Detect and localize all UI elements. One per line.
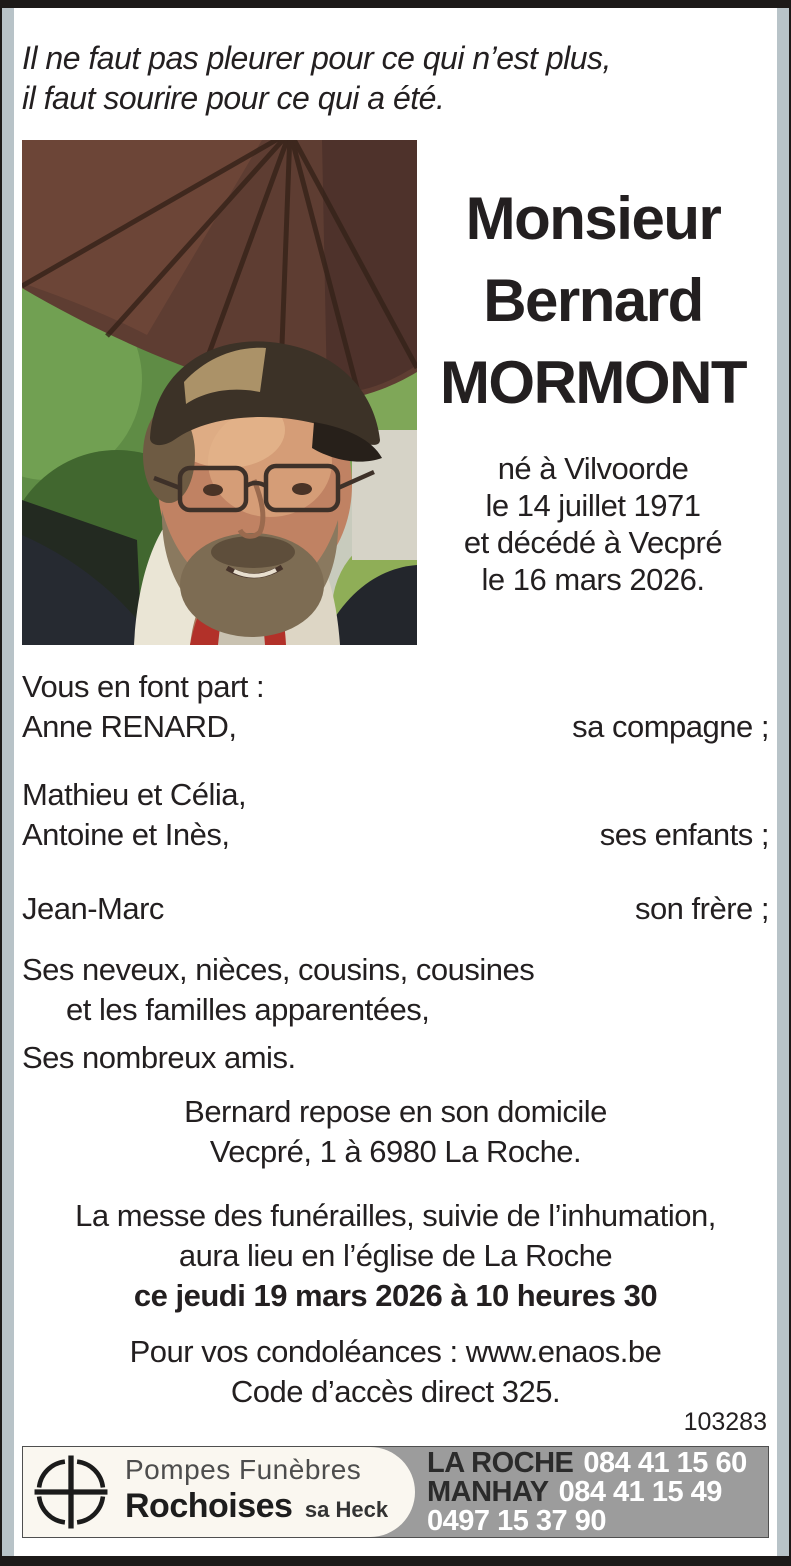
ceremony-line-2: aura lieu en l’église de La Roche [178,1238,613,1273]
relation-label: ses enfants ; [599,817,769,852]
funeral-home-name-line2: Rochoises [125,1486,293,1525]
family-line-2: et les familles apparentées, [66,992,430,1027]
ceremony-date-time: ce jeudi 19 mars 2026 à 10 heures 30 [133,1278,658,1313]
relation-group-children [22,775,769,855]
funeral-home-identity [23,1447,415,1537]
friends-line: Ses nombreux amis. [22,1040,296,1075]
repose-line-1: Bernard repose en son domicile [184,1094,607,1129]
family-line-1: Ses neveux, nièces, cousins, cousines [22,952,535,987]
identity-block [417,140,769,645]
card-inner [2,8,789,1556]
relative-name: Anne RENARD, [22,709,237,744]
quote-line-2: il faut sourire pour ce qui a été. [22,80,445,116]
funeral-home-name-line1: Pompes Funèbres [125,1453,362,1485]
portrait-illustration [22,140,417,645]
contact-line [427,1507,747,1536]
funeral-home-name [125,1453,388,1532]
relation-group-brother [22,889,769,929]
relation-label: son frère ; [634,891,769,926]
contact-phone: 084 41 15 49 [558,1476,722,1508]
deceased-photo [22,140,417,645]
condolences-website-line: Pour vos condoléances : www.enaos.be [129,1334,662,1369]
ceremony-block [22,1196,769,1316]
announcement-intro: Vous en font part : [22,669,265,704]
contact-phone: 084 41 15 60 [583,1447,747,1479]
birth-death-dates [417,450,769,598]
opening-quote [22,38,769,118]
contact-phone: 0497 15 37 90 [427,1505,606,1537]
birth-date: le 14 juillet 1971 [485,488,701,523]
contact-location: MANHAY [427,1476,549,1508]
deceased-title: Monsieur [465,185,721,252]
relative-name: Antoine et Inès, [22,817,230,852]
quote-line-1: Il ne faut pas pleurer pour ce qui n’est plus, [22,40,611,76]
funeral-home-name-suffix: sa Heck [304,1496,389,1522]
repose-line-2: Vecpré, 1 à 6980 La Roche. [209,1134,582,1169]
contact-location: LA ROCHE [427,1447,574,1479]
deceased-last-name: MORMONT [439,349,747,416]
birth-place: né à Vilvoorde [497,451,689,486]
reference-number: 103283 [683,1408,767,1436]
relation-group-companion [22,707,769,747]
relation-label: sa compagne ; [572,709,769,744]
contact-line [427,1478,747,1507]
funeral-home-contacts [427,1449,747,1536]
cross-circle-logo-icon [33,1454,109,1530]
repose-block [22,1092,769,1172]
announcement-section [22,667,769,1412]
funeral-home-banner [22,1446,769,1538]
death-place: et décédé à Vecpré [463,525,723,560]
contact-line [427,1449,747,1478]
deceased-first-name: Bernard [483,267,703,334]
extended-family-block [22,950,769,1030]
ceremony-line-1: La messe des funérailles, suivie de l’inhumation, [75,1198,716,1233]
relative-name: Mathieu et Célia, [22,777,247,812]
death-date: le 16 mars 2026. [481,562,705,597]
condolences-code-line: Code d’accès direct 325. [230,1374,561,1409]
condolences-block [22,1332,769,1412]
relative-name: Jean-Marc [22,891,164,926]
top-section [22,140,769,645]
